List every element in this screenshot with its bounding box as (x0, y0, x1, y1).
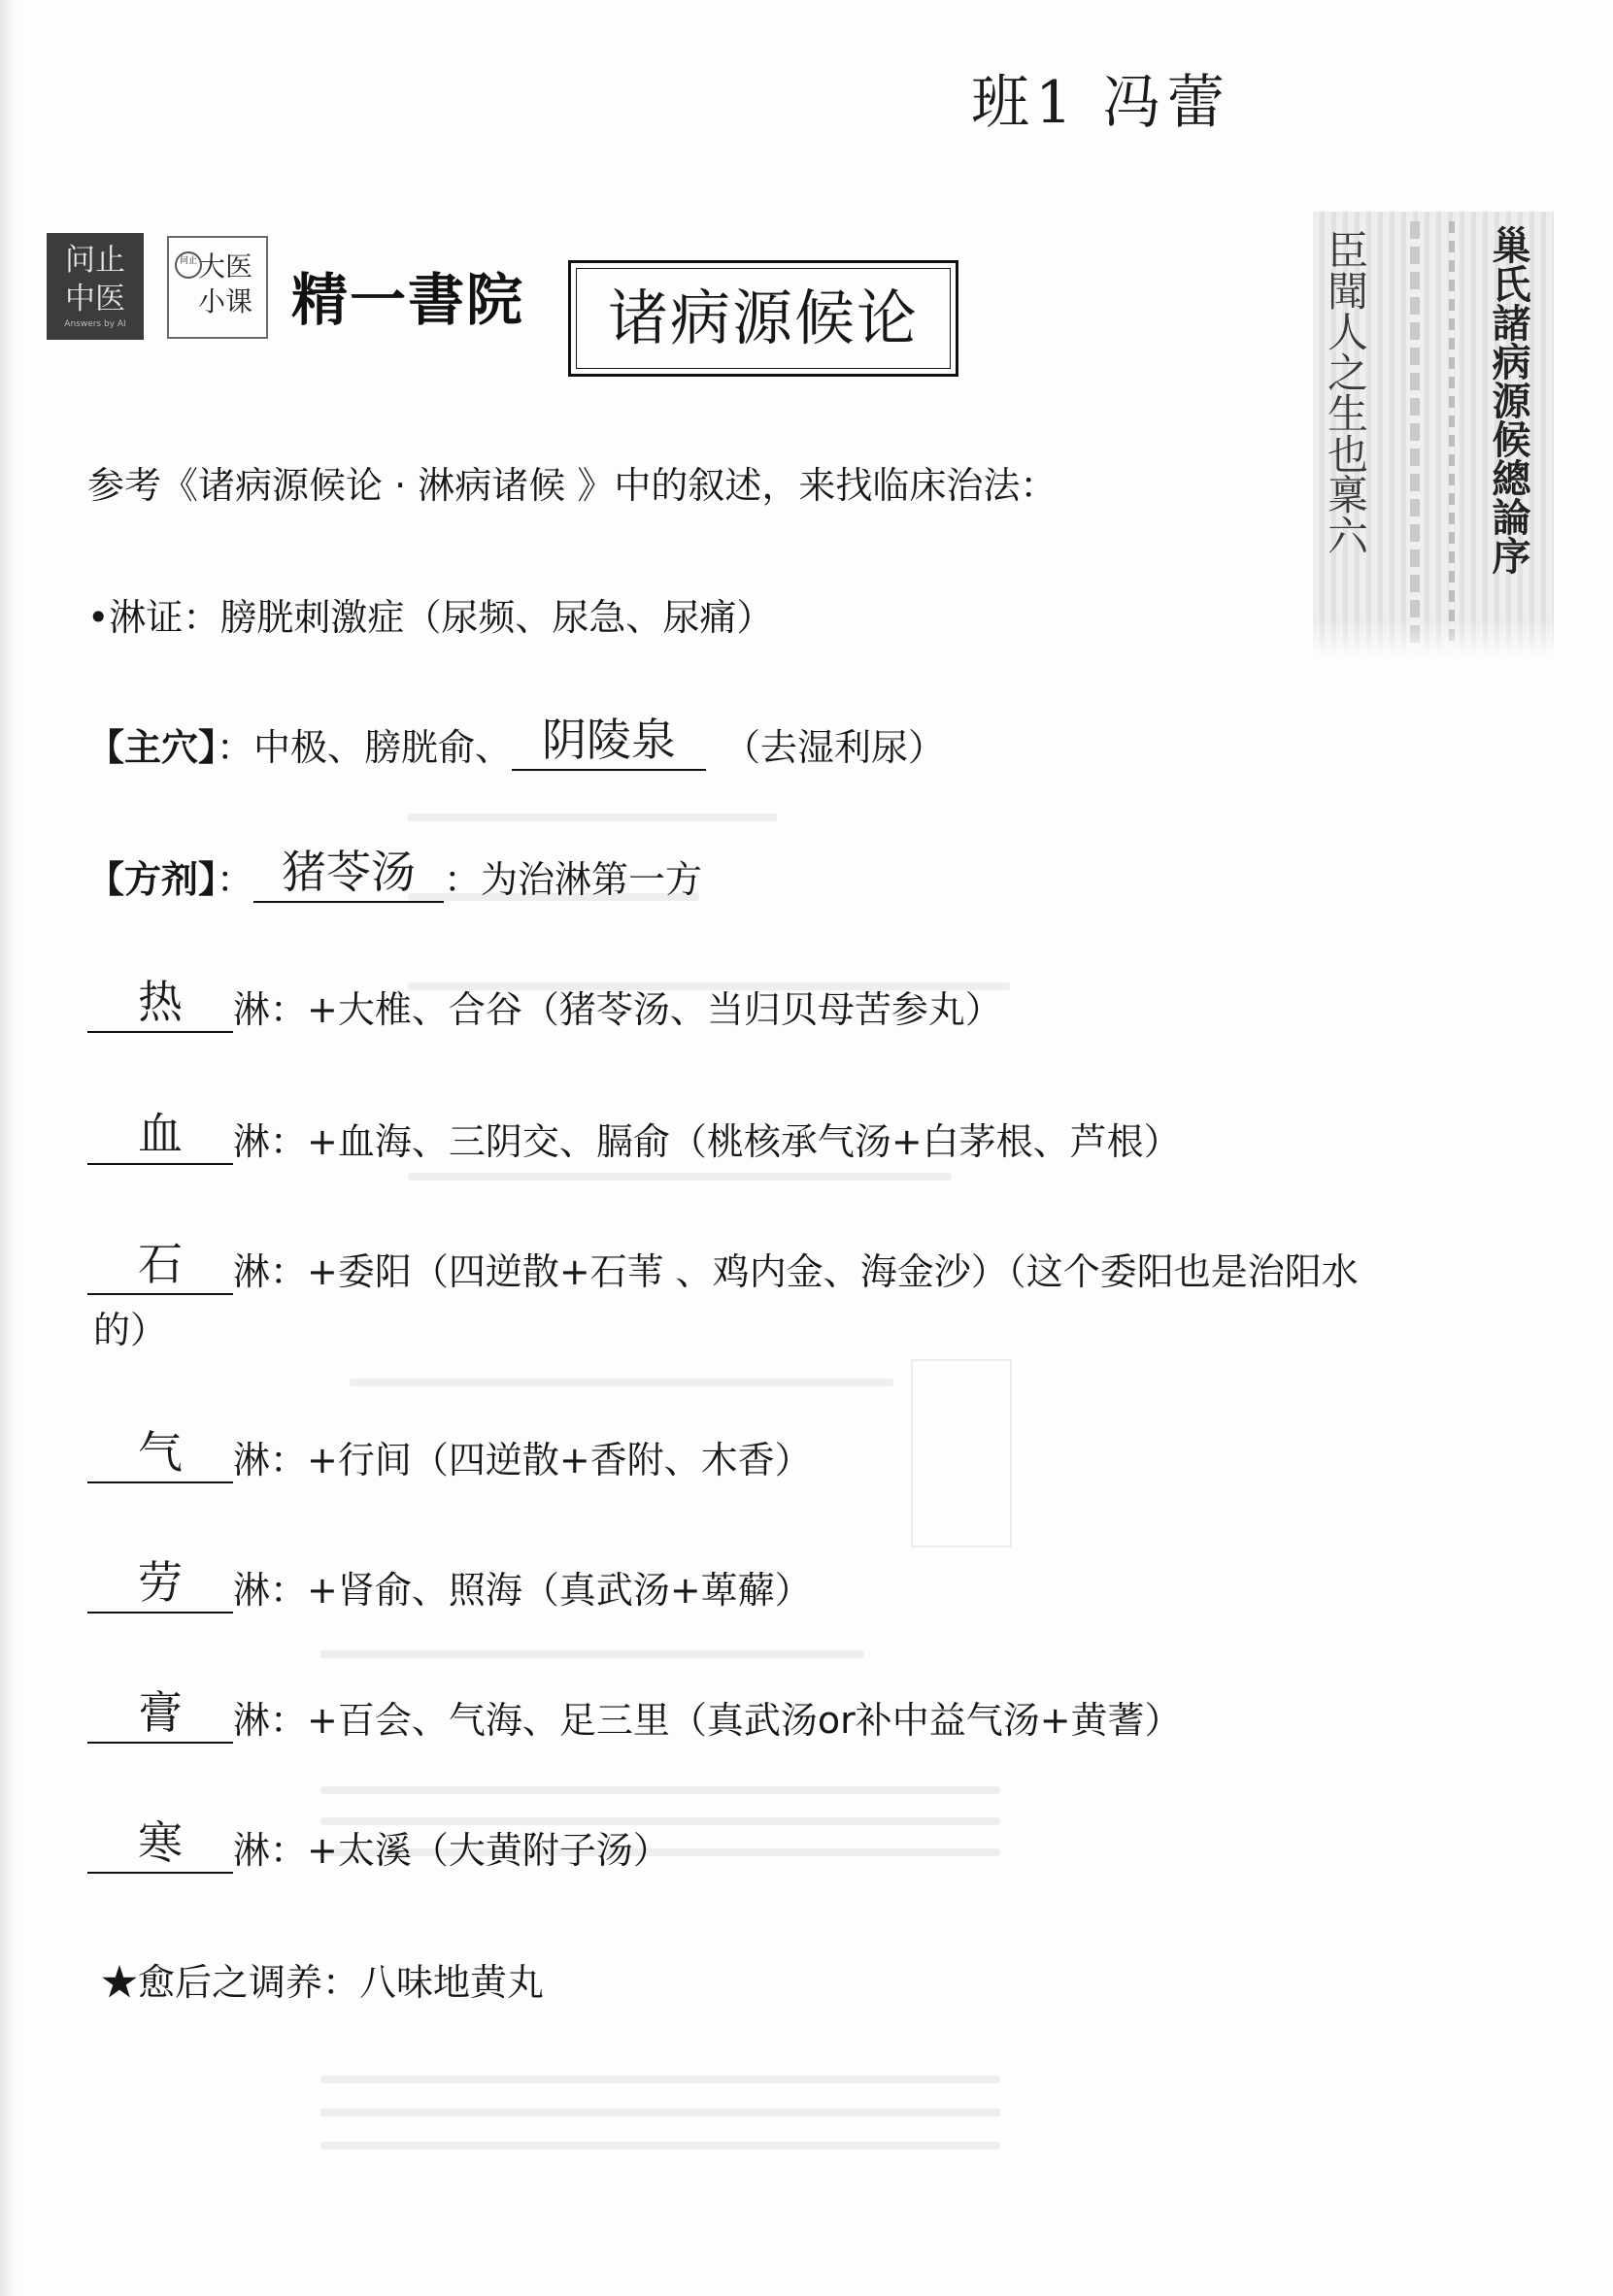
formula-blank (253, 846, 444, 903)
logo-text-line2: 中医 (65, 282, 125, 316)
type-line-gao (87, 1686, 1182, 1744)
dayi-xiaoke-logo (167, 236, 268, 339)
formula-line (87, 846, 703, 903)
bleed-through-mark (408, 1173, 952, 1181)
logo2-line1: 大医 (198, 250, 253, 283)
type-line-xue (87, 1108, 1181, 1165)
type-answer-handwritten: 血 (138, 1108, 183, 1160)
bleed-through-mark (320, 2109, 1000, 2116)
ancient-book-image (1313, 212, 1554, 658)
type-text: 淋：+肾俞、照海（真武汤+萆薢） (233, 1569, 812, 1612)
bleed-through-mark (320, 1817, 1000, 1825)
main-points-blank (512, 714, 706, 771)
type-text: 淋：+大椎、合谷（猪苓汤、当归贝母苦参丸） (233, 988, 1002, 1031)
formula-answer-handwritten: 猪苓汤 (282, 846, 417, 898)
bleed-through-mark (320, 1650, 864, 1658)
type-blank (87, 1108, 233, 1165)
student-name-handwritten: 班1 冯蕾 (971, 69, 1231, 137)
type-blank (87, 1238, 233, 1295)
type-line-re (87, 976, 1002, 1033)
formula-label: 【方剂】 (87, 858, 218, 901)
logo2-line2: 小课 (198, 285, 253, 317)
bleed-through-box (911, 1359, 1012, 1547)
main-points-label: 【主穴】 (87, 726, 218, 769)
definition-line (87, 594, 773, 641)
type-line-shi (87, 1238, 1359, 1295)
wenzhi-logo (47, 233, 144, 340)
book-column-rule (1449, 221, 1455, 649)
type-line-qi (87, 1426, 812, 1483)
type-line-lao (87, 1556, 812, 1614)
definition-text: 膀胱刺激症（尿频、尿急、尿痛） (219, 596, 774, 639)
formula-text: ：为治淋第一方 (444, 858, 703, 901)
definition-prefix: •淋证： (87, 596, 220, 639)
type-line-han (87, 1816, 670, 1874)
type-blank (87, 976, 233, 1033)
logo-text-line1: 问止 (65, 243, 125, 278)
book-title-column: 巢氏諸病源候總論序 (1486, 225, 1531, 575)
bleed-through-mark (350, 1379, 893, 1386)
type-text: 淋：+百会、气海、足三里（真武汤or补中益气汤+黄蓍） (233, 1699, 1182, 1742)
bleed-through-mark (320, 1786, 1000, 1794)
main-points-answer-handwritten: 阴陵泉 (542, 714, 677, 766)
bleed-through-mark (320, 2076, 1000, 2083)
logo-seal-mark: 问止 (175, 251, 202, 279)
type-text: 淋：+行间（四逆散+香附、木香） (233, 1439, 812, 1481)
book-image-torn-edge (1313, 619, 1554, 658)
type-answer-handwritten: 气 (138, 1426, 183, 1479)
type-blank (87, 1556, 233, 1614)
bleed-through-mark (408, 814, 777, 821)
main-points-note: （去湿利尿） (723, 726, 946, 769)
type-answer-handwritten: 膏 (138, 1686, 183, 1739)
main-points-text: ：中极、膀胱俞、 (217, 726, 513, 769)
book-text-column: 臣聞人之生也稟六 (1322, 229, 1369, 555)
type-blank (87, 1816, 233, 1874)
type-text: 淋：+太溪（大黄附子汤） (233, 1829, 670, 1872)
type-text: 淋：+委阳（四逆散+石苇 、鸡内金、海金沙）（这个委阳也是治阳水 (233, 1250, 1359, 1293)
intro-text: 参考《诸病源候论 · 淋病诸候 》中的叙述，来找临床治法： (87, 464, 1058, 507)
type-answer-handwritten: 热 (138, 976, 183, 1028)
type-answer-handwritten: 石 (138, 1238, 183, 1290)
logo-subtext: Answers by AI (64, 319, 126, 329)
bleed-through-mark (320, 2142, 1000, 2149)
type-answer-handwritten: 劳 (138, 1556, 183, 1609)
scan-edge-shadow (0, 0, 17, 2296)
aftercare-line: ★愈后之调养：八味地黄丸 (101, 1961, 545, 2004)
type-blank (87, 1686, 233, 1744)
formula-separator: ： (217, 858, 254, 901)
page-title: 诸病源候论 (568, 260, 958, 377)
jingyi-shuyuan-calligraphy-logo: 精一書院 (291, 267, 525, 333)
main-points-line (87, 714, 946, 771)
type-blank (87, 1426, 233, 1483)
type-answer-handwritten: 寒 (138, 1816, 183, 1869)
type-text-continuation: 的） (93, 1309, 168, 1351)
type-text: 淋：+血海、三阴交、膈俞（桃核承气汤+白茅根、芦根） (233, 1120, 1181, 1163)
book-column-rule (1410, 221, 1420, 649)
